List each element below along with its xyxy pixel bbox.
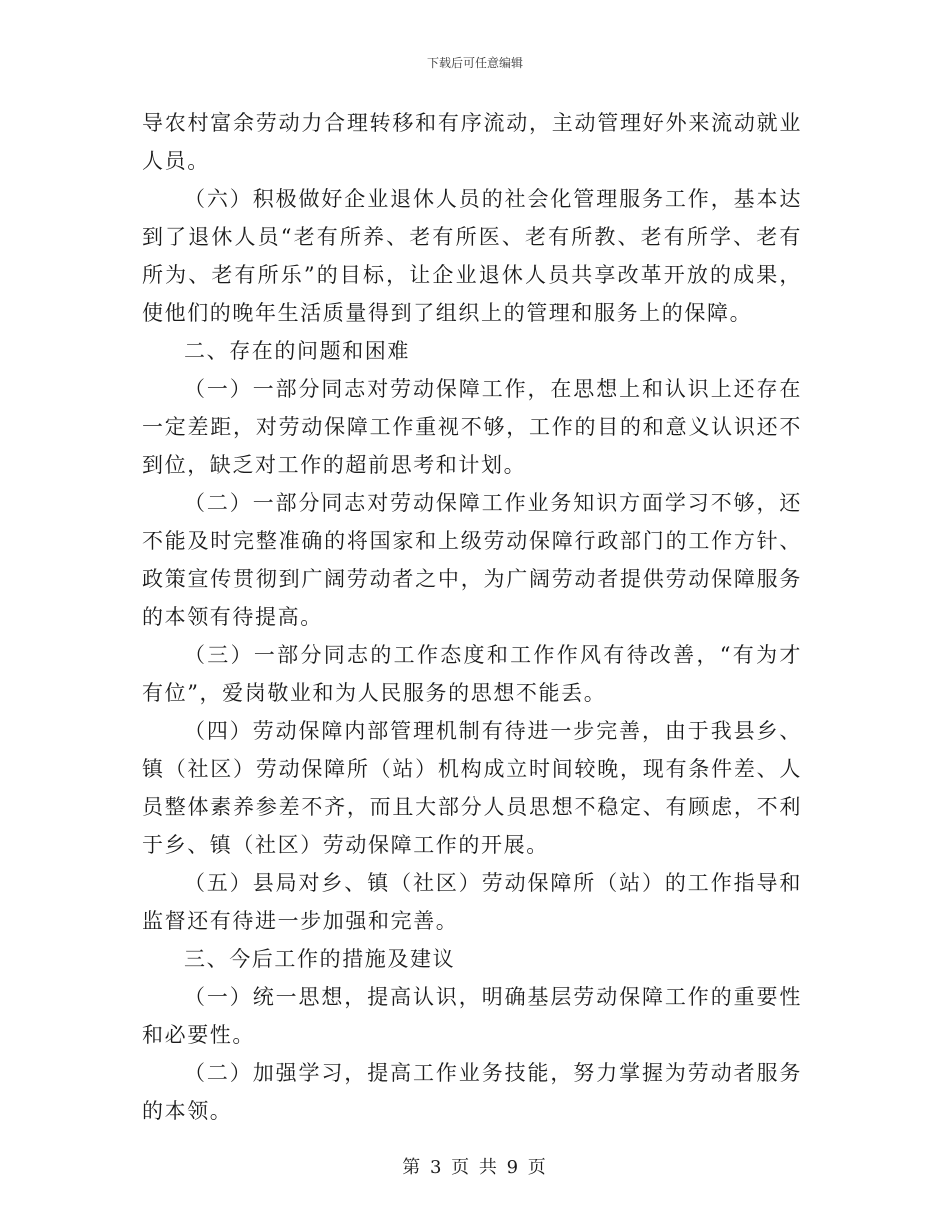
section-heading-problems: 二、存在的问题和困难 [184,339,410,363]
paragraph-problem-four: （四）劳动保障内部管理机制有待进一步完善，由于我县乡、镇（社区）劳动保障所（站）机构成立时间较晚，现有条件差、人员整体素养参差不齐，而且大部分人员思想不稳定、有顾虑，不利于乡、镇（社区）劳动保障工作的开展。 [142,719,802,857]
paragraph-problem-three: （三）一部分同志的工作态度和工作作风有待改善，“有为才有位”，爱岗敬业和为人民服务的思想不能丢。 [142,643,802,705]
section-heading-measures: 三、今后工作的措施及建议 [184,947,456,971]
document-body [142,104,802,1130]
paragraph-measure-two: （二）加强学习，提高工作业务技能，努力掌握为劳动者服务的本领。 [142,1061,802,1123]
paragraph-continuation: 导农村富余劳动力合理转移和有序流动，主动管理好外来流动就业人员。 [142,111,802,173]
paragraph-problem-one: （一）一部分同志对劳动保障工作，在思想上和认识上还存在一定差距，对劳动保障工作重视不够，工作的目的和意义认识还不到位，缺乏对工作的超前思考和计划。 [142,377,802,477]
paragraph-item-six: （六）积极做好企业退休人员的社会化管理服务工作，基本达到了退休人员“老有所养、老有所医、老有所教、老有所学、老有所为、老有所乐”的目标，让企业退休人员共享改革开放的成果，使他们的晚年生活质量得到了组织上的管理和服务上的保障。 [142,187,802,325]
paragraph-problem-two: （二）一部分同志对劳动保障工作业务知识方面学习不够，还不能及时完整准确的将国家和上级劳动保障行政部门的工作方针、政策宣传贯彻到广阔劳动者之中，为广阔劳动者提供劳动保障服务的本领有待提高。 [142,491,802,629]
page-number: 第 3 页 共 9 页 [402,1157,548,1178]
paragraph-measure-one: （一）统一思想，提高认识，明确基层劳动保障工作的重要性和必要性。 [142,985,802,1047]
header-note: 下载后可任意编辑 [426,56,523,70]
paragraph-problem-five: （五）县局对乡、镇（社区）劳动保障所（站）的工作指导和监督还有待进一步加强和完善。 [142,871,802,933]
